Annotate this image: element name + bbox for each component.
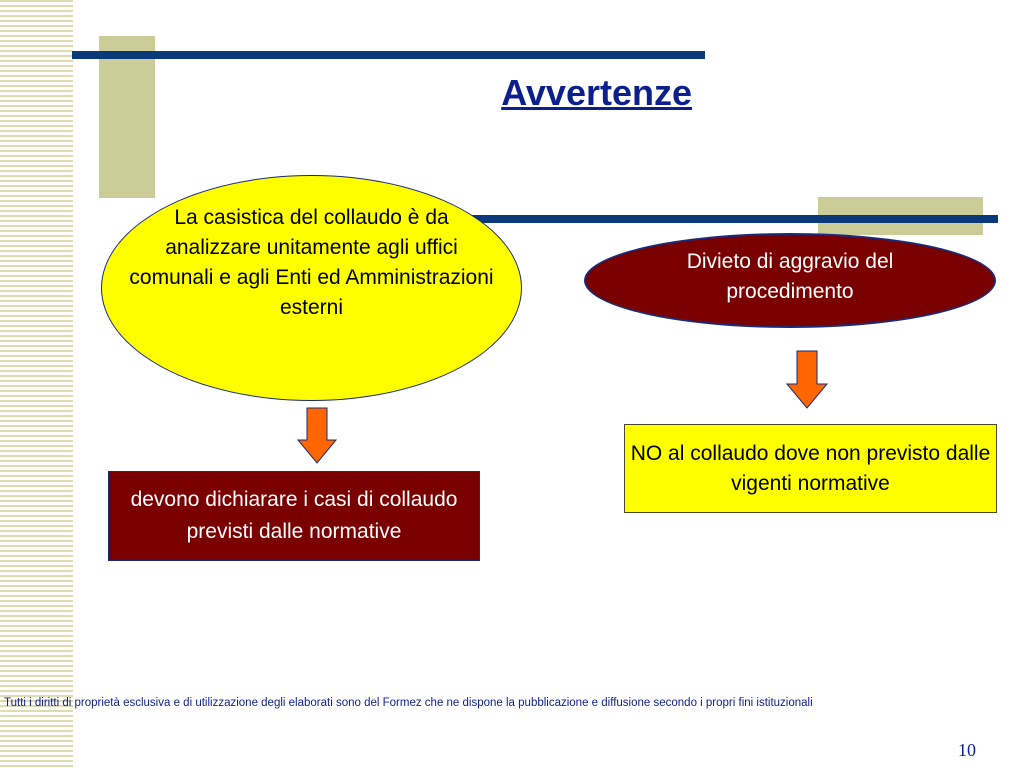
red-box bbox=[108, 471, 480, 561]
down-arrow-icon bbox=[297, 407, 337, 465]
decorative-stripes bbox=[0, 0, 73, 768]
slide-title: Avvertenze bbox=[501, 72, 692, 113]
red-ellipse-text: Divieto di aggravio del procedimento bbox=[686, 249, 894, 303]
red-ellipse bbox=[584, 233, 996, 328]
navy-bar-middle bbox=[420, 215, 998, 223]
copyright-footer: Tutti i diritti di proprietà esclusiva e di utilizzazione degli elaborati sono del Formez che ne dispone la pubblicazione e diffusione secondo i propri fini istituzionali bbox=[4, 697, 813, 709]
yellow-box bbox=[624, 424, 997, 513]
beige-block-top bbox=[99, 36, 155, 198]
navy-bar-top bbox=[72, 51, 705, 59]
down-arrow-icon bbox=[786, 350, 828, 410]
yellow-box-text: NO al collaudo dove non previsto dalle vigenti normative bbox=[630, 441, 991, 495]
page-number: 10 bbox=[958, 740, 976, 760]
yellow-ellipse-text: La casistica del collaudo è da analizzare unitamente agli uffici comunali e agli Enti ed Amministrazioni esterni bbox=[129, 206, 494, 319]
yellow-ellipse bbox=[101, 175, 522, 401]
red-box-text: devono dichiarare i casi di collaudo previsti dalle normative bbox=[130, 488, 458, 543]
